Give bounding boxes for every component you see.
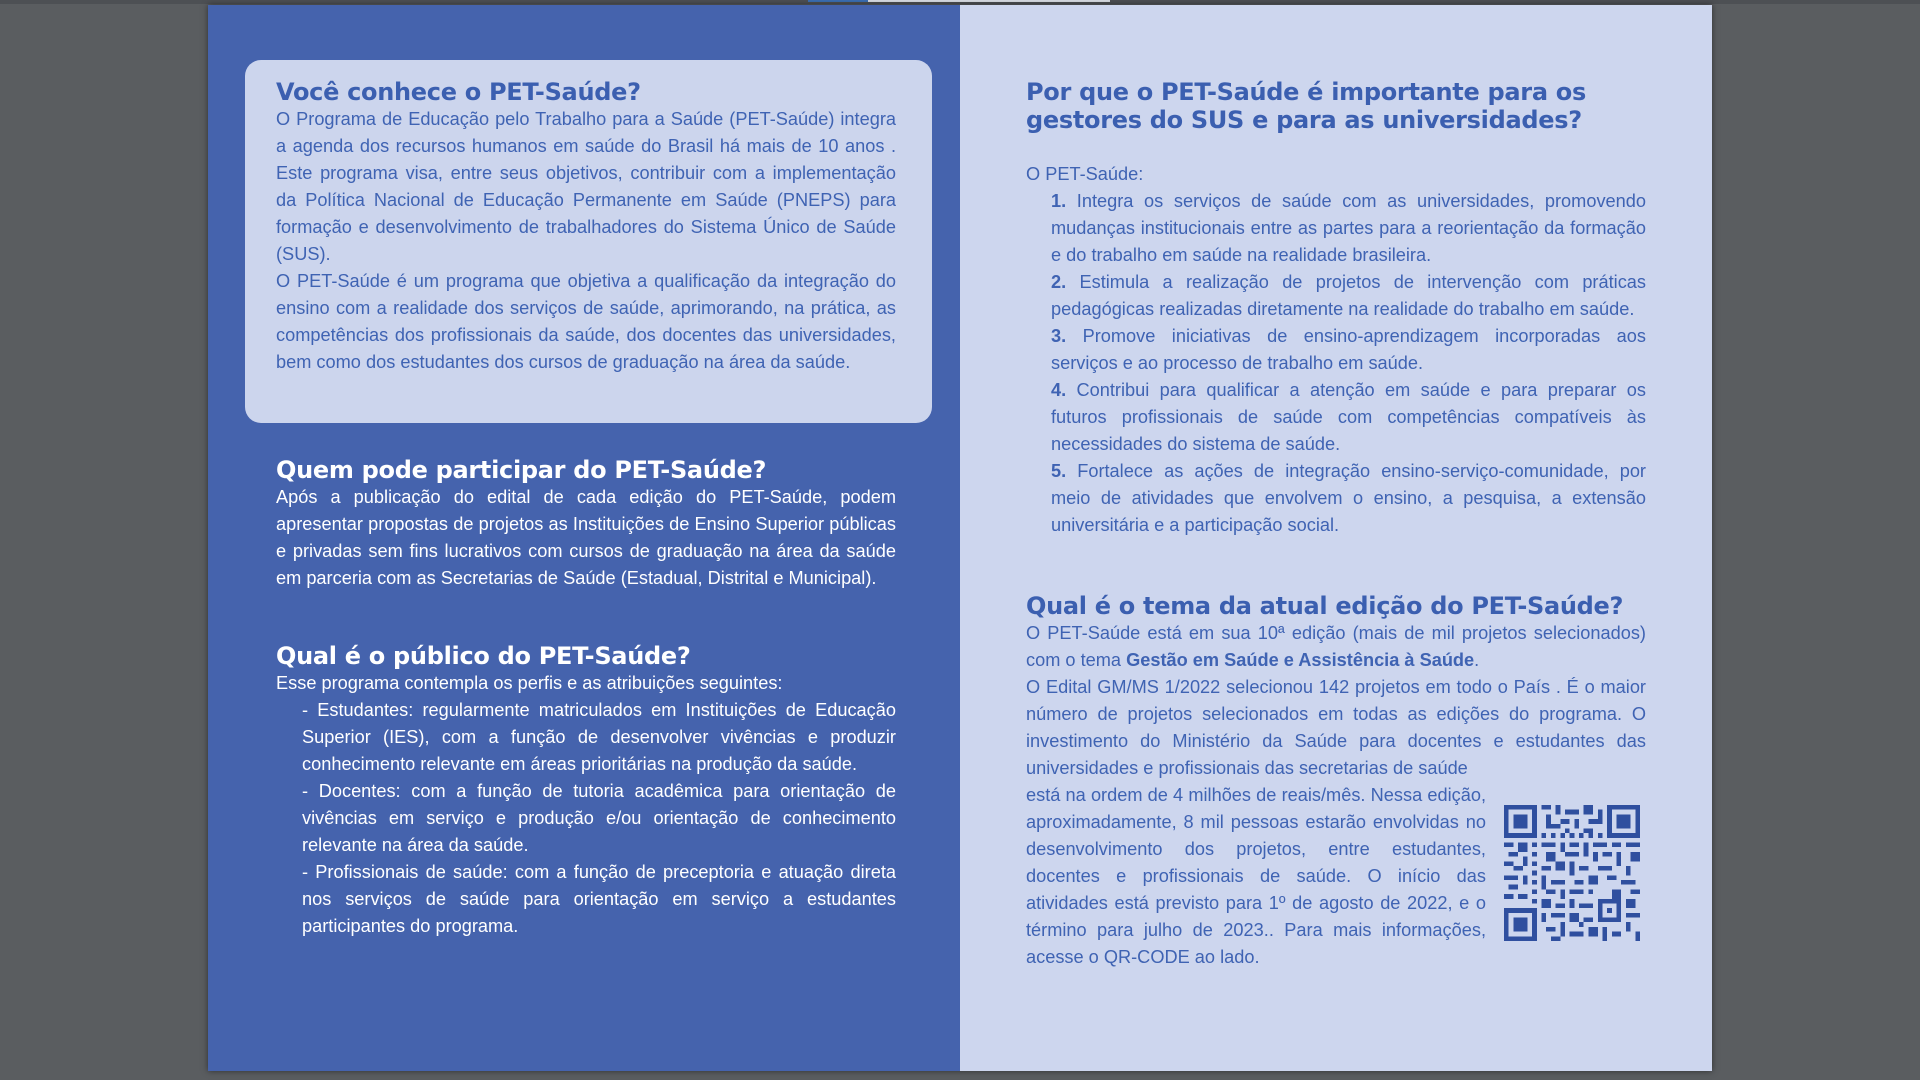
audience-section (276, 642, 896, 940)
active-tab-indicator (808, 0, 868, 2)
tab-indicator-strip (868, 0, 1110, 2)
theme-title: Qual é o tema da atual edição do PET-Saúde? (1026, 592, 1624, 620)
audience-item-students: - Estudantes: regularmente matriculados em Instituições de Educação Superior (IES), com a função de desenvolver vivências e produzir conhecimento relevante em áreas prioritárias na produção da saúde. (302, 700, 896, 774)
left-panel (208, 5, 960, 1071)
why-list (1026, 188, 1646, 539)
document-page (208, 5, 1712, 1071)
why-item: 2. Estimula a realização de projetos de intervenção com práticas pedagógicas realizadas diretamente na realidade do trabalho em saúde. (1051, 272, 1646, 319)
audience-title: Qual é o público do PET-Saúde? (276, 642, 691, 670)
theme-paragraph-2: O Edital GM/MS 1/2022 selecionou 142 projetos em todo o País . É o maior número de projetos selecionados em todas as edições do programa. O investimento do Ministério da Saúde para docentes e estudantes das universidades e profissionais das secretarias de saúde (1026, 677, 1646, 778)
intro-card (245, 60, 932, 423)
intro-paragraph-2: O PET-Saúde é um programa que objetiva a qualificação da integração do ensino com a realidade dos serviços de saúde, aprimorando, na prática, as competências dos profissionais da saúde, dos docentes das universidades, bem como dos estudantes dos cursos de graduação na área da saúde. (276, 271, 896, 372)
right-panel (960, 5, 1712, 1071)
intro-paragraph-1: O Programa de Educação pelo Trabalho para a Saúde (PET-Saúde) integra a agenda dos recursos humanos em saúde do Brasil há mais de 10 anos . Este programa visa, entre seus objetivos, contribuir com a implementação da Política Nacional de Educação Permanente em Saúde (PNEPS) para formação e desenvolvimento de trabalhadores do Sistema Único de Saúde (SUS). (276, 109, 896, 264)
qr-code-image[interactable] (1504, 805, 1640, 941)
who-title: Quem pode participar do PET-Saúde? (276, 456, 767, 484)
intro-title: Você conhece o PET-Saúde? (276, 78, 641, 106)
audience-item-professionals: - Profissionais de saúde: com a função de preceptoria e atuação direta nos serviços de saúde para orientação em serviço a estudantes participantes do programa. (302, 862, 896, 936)
who-section (276, 456, 896, 592)
theme-name: Gestão em Saúde e Assistência à Saúde (1126, 650, 1475, 670)
theme-paragraph-1: O PET-Saúde está em sua 10ª edição (mais de mil projetos selecionados) com o tema Gestão em Saúde e Assistência à Saúde. (1026, 623, 1646, 670)
why-section (1026, 78, 1646, 539)
why-intro: O PET-Saúde: (1026, 164, 1144, 184)
audience-list (276, 697, 896, 940)
why-item: 4. Contribui para qualificar a atenção em saúde e para preparar os futuros profissionais de saúde com competências compatíveis às necessidades do sistema de saúde. (1051, 380, 1646, 454)
why-title: Por que o PET-Saúde é importante para os gestores do SUS e para as universidades? (1026, 78, 1586, 134)
audience-item-teachers: - Docentes: com a função de tutoria acadêmica para orientação de vivências em serviço e produção e/ou orientação de conhecimento relevante na área da saúde. (302, 781, 896, 855)
why-item: 5. Fortalece as ações de integração ensino-serviço-comunidade, por meio de atividades que envolvem o ensino, a pesquisa, a extensão universitária e a participação social. (1051, 461, 1646, 535)
viewer-top-bar (0, 0, 1920, 4)
theme-paragraph-3: está na ordem de 4 milhões de reais/mês. Nessa edição, aproximadamente, 8 mil pessoas estarão envolvidas no desenvolvimento dos projetos, entre estudantes, docentes e profissionais de saúde. O início das atividades está previsto para 1º de agosto de 2022, e o término para julho de 2023.. Para mais informações, acesse o QR-CODE ao lado. (1026, 785, 1486, 967)
why-item: 3. Promove iniciativas de ensino-aprendizagem incorporadas aos serviços e ao processo de trabalho em saúde. (1051, 326, 1646, 373)
audience-intro: Esse programa contempla os perfis e as atribuições seguintes: (276, 673, 783, 693)
why-item: 1. Integra os serviços de saúde com as universidades, promovendo mudanças institucionais entre as partes para a reorientação da formação e do trabalho em saúde na realidade brasileira. (1051, 191, 1646, 265)
who-paragraph: Após a publicação do edital de cada edição do PET-Saúde, podem apresentar propostas de projetos as Instituições de Ensino Superior públicas e privadas sem fins lucrativos com cursos de graduação na área da saúde em parceria com as Secretarias de Saúde (Estadual, Distrital e Municipal). (276, 487, 896, 588)
